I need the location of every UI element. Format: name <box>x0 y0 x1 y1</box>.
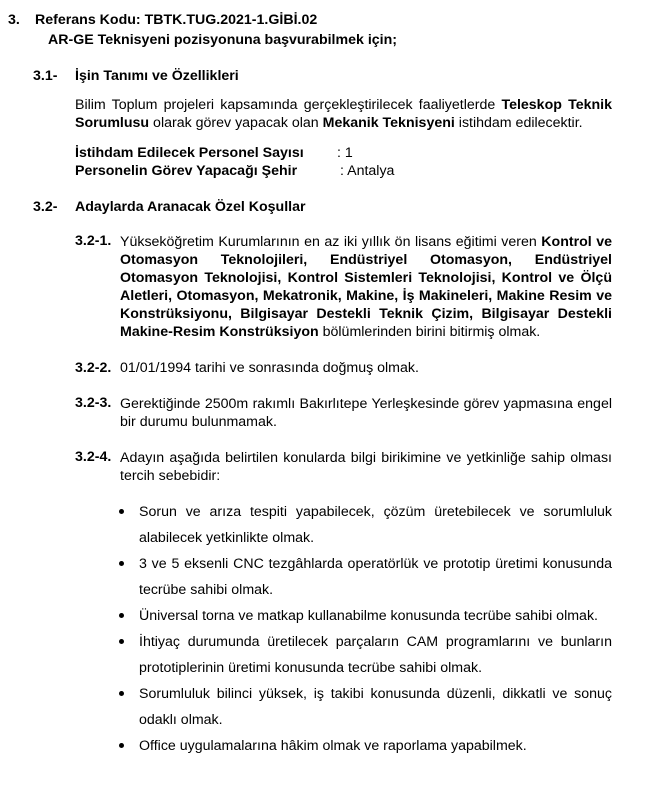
work-city-value: : Antalya <box>340 163 395 179</box>
item-number: 3.2-4. <box>75 449 112 465</box>
item-number: 3.2-1. <box>75 233 112 249</box>
staff-count-value: : 1 <box>337 145 353 161</box>
bullet-icon <box>119 561 124 566</box>
requirement-birthdate: 01/01/1994 tarihi ve sonrasında doğmuş olmak. <box>120 360 419 376</box>
list-item: Sorumluluk bilinci yüksek, iş takibi konusunda düzenli, dikkatli ve sonuç odaklı olmak. <box>139 686 612 728</box>
bullet-icon <box>119 613 124 618</box>
requirement-education: Yükseköğretim Kurumlarının en az iki yıllık ön lisans eğitimi veren Kontrol ve Otomasyon Teknolojileri, Endüstriyel Otomasyon, Endüstriyel Otomasyon Teknolojisi, Kontrol Sistemleri Teknolojisi, Kontrol ve Ölçü Aletleri, Otomasyon, Mekatronik, Makine, İş Makineleri, Makine Resim ve Konstrüksiyonu, Bilgisayar Destekli Teknik Çizim, Bilgisayar Destekli Makine-Resim Konstrüksiyon bölümlerinden birini bitirmiş olmak. <box>120 234 613 340</box>
subsection-title: İşin Tanımı ve Özellikleri <box>75 68 239 84</box>
bullet-icon <box>119 639 124 644</box>
subsection-number: 3.1- <box>33 68 58 84</box>
staff-count-label: İstihdam Edilecek Personel Sayısı <box>75 145 304 161</box>
requirement-preferred: Adayın aşağıda belirtilen konularda bilgi birikimine ve yetkinliğe sahip olması tercih sebebidir: <box>120 450 612 484</box>
position-heading: AR-GE Teknisyeni pozisyonuna başvurabilmek için; <box>48 32 397 48</box>
list-item: Sorun ve arıza tespiti yapabilecek, çözüm üretebilecek ve sorumluluk alabilecek yetkinlikte olmak. <box>139 504 612 546</box>
work-city-label: Personelin Görev Yapacağı Şehir <box>75 163 298 179</box>
job-description: Bilim Toplum projeleri kapsamında gerçekleştirilecek faaliyetlerde Teleskop Teknik Sorumlusu olarak görev yapacak olan Mekanik Teknisyeni istihdam edilecektir. <box>75 97 612 131</box>
list-item: Office uygulamalarına hâkim olmak ve raporlama yapabilmek. <box>139 738 527 754</box>
requirement-altitude: Gerektiğinde 2500m rakımlı Bakırlıtepe Yerleşkesinde görev yapmasına engel bir durumu bulunmamak. <box>120 396 612 430</box>
section-number: 3. <box>8 12 20 28</box>
bullet-icon <box>119 691 124 696</box>
subsection-number: 3.2- <box>33 199 58 215</box>
list-item: Üniversal torna ve matkap kullanabilme konusunda tecrübe sahibi olmak. <box>139 608 598 624</box>
list-item: 3 ve 5 eksenli CNC tezgâhlarda operatörlük ve prototip üretimi konusunda tecrübe sahibi olmak. <box>139 556 612 598</box>
reference-code: Referans Kodu: TBTK.TUG.2021-1.GİBİ.02 <box>35 12 318 28</box>
list-item: İhtiyaç durumunda üretilecek parçaların CAM programlarını ve bunların prototiplerinin üretimi konusunda tecrübe sahibi olmak. <box>139 634 612 676</box>
bullet-icon <box>119 509 124 514</box>
bullet-icon <box>119 743 124 748</box>
subsection-title: Adaylarda Aranacak Özel Koşullar <box>75 199 306 215</box>
item-number: 3.2-3. <box>75 395 112 411</box>
item-number: 3.2-2. <box>75 360 112 376</box>
